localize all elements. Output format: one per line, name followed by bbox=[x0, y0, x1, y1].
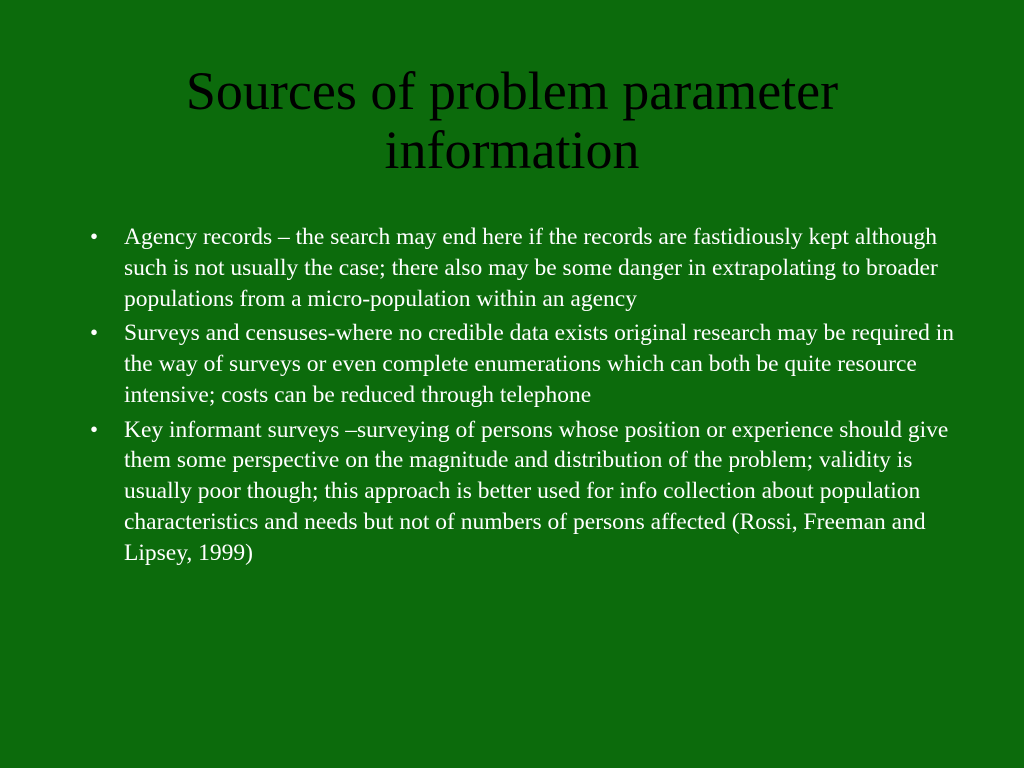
bullet-marker-icon: • bbox=[90, 416, 99, 442]
list-item bbox=[78, 318, 958, 410]
bullet-list bbox=[78, 222, 958, 573]
list-item-text: Agency records – the search may end here if the records are fastidiously kept although such is not usually the case; there also may be some danger in extrapolating to broader populations from a micro-population within an agency bbox=[124, 224, 938, 312]
bullet-marker-icon: • bbox=[90, 224, 99, 249]
page-title: Sources of problem parameter information bbox=[185, 61, 839, 181]
list-item bbox=[78, 415, 958, 569]
list-item bbox=[78, 222, 958, 314]
list-item-text: Key informant surveys –surveying of persons whose position or experience should give them some perspective on the magnitude and distribution of the problem; validity is usually poor though; this approach is better used for info collection about population characteristics and needs but not of numbers of persons affected (Rossi, Freeman and Lipsey, 1999) bbox=[124, 416, 949, 566]
bullet-marker-icon: • bbox=[90, 320, 99, 346]
list-item-text: Surveys and censuses-where no credible data exists original research may be required in the way of surveys or even complete enumerations which can both be quite resource intensive; costs can be reduced through telephone bbox=[124, 320, 955, 408]
